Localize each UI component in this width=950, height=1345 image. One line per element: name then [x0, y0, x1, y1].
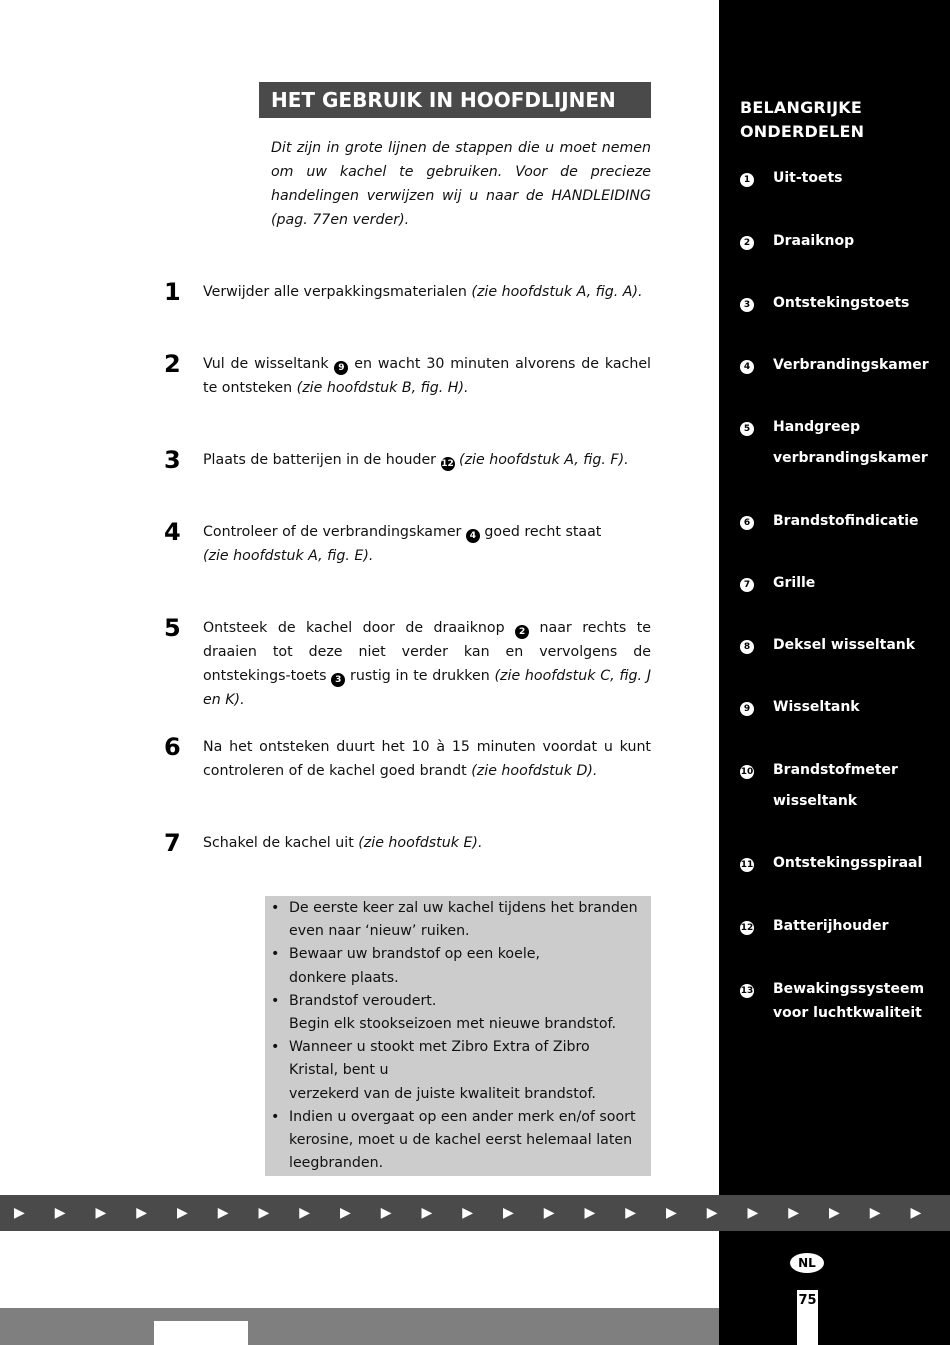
arrow-right-icon: ▶: [95, 1205, 107, 1221]
part-item: [740, 233, 945, 250]
part-label: Deksel wisseltank: [773, 637, 916, 653]
arrow-right-icon: ▶: [584, 1205, 596, 1221]
part-number-circle: 13: [740, 986, 754, 996]
part-item: [740, 918, 945, 935]
arrow-right-icon: ▶: [14, 1205, 25, 1221]
arrow-right-icon: ▶: [869, 1205, 881, 1221]
tip-item: • Indien u overgaat op een ander merk en/of soort kerosine, moet u de kachel eerst helemaal laten leegbranden.: [271, 1106, 643, 1176]
bullet-icon: •: [271, 946, 280, 963]
part-number-circle: 5: [740, 422, 754, 436]
part-number-circle: 9: [740, 702, 754, 716]
bullet-icon: •: [271, 992, 280, 1009]
tip-item: • Bewaar uw brandstof op een koele, donkere plaats.: [271, 943, 643, 989]
arrow-right-icon: ▶: [136, 1205, 148, 1221]
part-number-circle: 2: [515, 625, 529, 639]
tip-item: • Brandstof veroudert. Begin elk stookseizoen met nieuwe brandstof.: [271, 990, 643, 1036]
arrow-right-icon: ▶: [706, 1205, 718, 1221]
arrow-right-icon: ▶: [217, 1205, 229, 1221]
part-item: [740, 981, 945, 1025]
step-number: 4: [164, 518, 181, 546]
part-number-circle: 12: [441, 459, 454, 469]
part-number-circle: 9: [334, 361, 348, 375]
part-number-circle: 11: [740, 860, 754, 870]
part-label: Draaiknop: [773, 233, 855, 249]
part-number-circle: 10: [740, 767, 754, 777]
part-number-circle: 2: [740, 236, 754, 250]
part-item: [740, 762, 945, 817]
step-number: 1: [164, 278, 181, 306]
part-number-circle: 6: [740, 516, 754, 530]
part-label: Uit-toets: [773, 170, 843, 186]
part-number-circle: 7: [740, 578, 754, 592]
chapter-reference: (zie hoofdstuk A, fig. E).: [203, 548, 374, 564]
part-label: Batterijhouder: [773, 918, 889, 934]
part-number-circle: 3: [740, 298, 754, 312]
arrow-right-icon: ▶: [666, 1205, 677, 1221]
part-label: Verbrandingskamer: [773, 357, 929, 373]
arrow-right-icon: ▶: [299, 1205, 311, 1221]
part-label: Handgreep verbrandingskamer: [773, 419, 928, 466]
sidebar-title: BELANGRIJKE ONDERDELEN: [740, 98, 865, 141]
arrow-right-icon: ▶: [54, 1205, 66, 1221]
part-item: [740, 513, 945, 530]
chapter-reference: (zie hoofdstuk B, fig. H).: [296, 380, 469, 396]
part-label: Bewakingssysteem voor luchtkwaliteit: [773, 981, 925, 1021]
bullet-icon: •: [271, 1108, 280, 1125]
bullet-icon: •: [271, 1039, 280, 1056]
part-number-circle: 4: [740, 360, 754, 374]
part-number-circle: 3: [331, 673, 345, 687]
footer-bar: [0, 1308, 719, 1345]
part-item: [740, 699, 945, 716]
chapter-reference: (zie hoofdstuk D).: [471, 763, 598, 779]
arrow-right-icon: ▶: [177, 1205, 188, 1221]
language-badge: NL: [790, 1253, 824, 1273]
step-number: 6: [164, 733, 181, 761]
part-item: [740, 295, 945, 312]
chapter-reference: (zie hoofdstuk E).: [358, 835, 483, 851]
page-number: 75: [798, 1293, 817, 1308]
part-item: [740, 419, 945, 474]
step-number: 5: [164, 614, 181, 642]
part-item: [740, 637, 945, 654]
arrow-right-icon: ▶: [421, 1205, 433, 1221]
arrow-right-icon: ▶: [503, 1205, 514, 1221]
chapter-reference: (zie hoofdstuk A, fig. A).: [471, 284, 643, 300]
parts-sidebar: [719, 0, 950, 1345]
part-number-circle: 4: [466, 529, 480, 543]
arrow-right-icon: ▶: [543, 1205, 555, 1221]
part-label: Brandstofmeter wisseltank: [773, 762, 898, 809]
chapter-reference: (zie hoofdstuk C, fig. J en K).: [203, 668, 651, 708]
intro-text: Dit zijn in grote lijnen de stappen die u moet nemen om uw kachel te gebruiken. Voor de precieze handelingen verwijzen wij u naar de HANDLEIDING (pag. 77en verder).: [271, 140, 651, 228]
arrow-right-icon: ▶: [380, 1205, 392, 1221]
arrow-right-icon: ▶: [462, 1205, 474, 1221]
page-title: HET GEBRUIK IN HOOFDLIJNEN: [259, 82, 651, 118]
step-number: 7: [164, 829, 181, 857]
part-number-circle: 12: [740, 923, 754, 933]
part-item: [740, 855, 945, 872]
tip-item: • De eerste keer zal uw kachel tijdens het branden even naar ‘nieuw’ ruiken.: [271, 897, 643, 943]
tips-box: [265, 896, 651, 1176]
bullet-icon: •: [271, 900, 280, 916]
arrow-right-icon: ▶: [829, 1205, 840, 1221]
tip-item: • Wanneer u stookt met Zibro Extra of Zibro Kristal, bent u verzekerd van de juiste kwaliteit brandstof.: [271, 1036, 643, 1106]
part-label: Wisseltank: [773, 699, 860, 715]
arrow-right-icon: ▶: [910, 1205, 922, 1221]
arrow-right-icon: ▶: [625, 1205, 637, 1221]
part-label: Brandstofindicatie: [773, 513, 919, 529]
arrow-right-icon: ▶: [258, 1205, 270, 1221]
arrow-strip: [0, 1195, 950, 1231]
step-number: 3: [164, 446, 181, 474]
part-item: [740, 170, 945, 187]
part-number-circle: 8: [740, 640, 754, 654]
page-number-tab: [797, 1290, 818, 1345]
step-number: 2: [164, 350, 181, 378]
chapter-reference: (zie hoofdstuk A, fig. F).: [459, 452, 629, 468]
part-label: Ontstekingstoets: [773, 295, 910, 311]
part-label: Ontstekingsspiraal: [773, 855, 923, 871]
arrow-right-icon: ▶: [747, 1205, 759, 1221]
part-item: [740, 357, 945, 374]
arrow-right-icon: ▶: [340, 1205, 351, 1221]
footer-blank-block: [154, 1321, 248, 1345]
part-label: Grille: [773, 575, 816, 591]
part-number-circle: 1: [740, 173, 754, 187]
arrow-right-icon: ▶: [788, 1205, 800, 1221]
part-item: [740, 575, 945, 592]
